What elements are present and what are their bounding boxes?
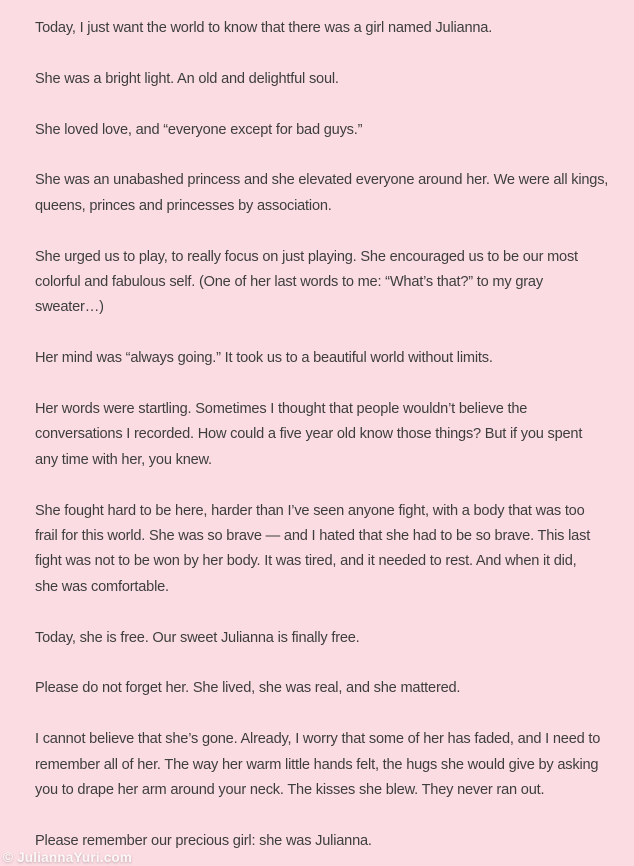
paragraph [35,499,604,601]
text-line: She loved love, and “everyone except for bad guys.” [35,121,363,138]
paragraph [35,676,604,701]
paragraph [35,118,604,143]
text-line: Please do not forget her. She lived, she was real, and she mattered. [35,680,461,697]
text-line: Today, she is free. Our sweet Julianna is finally free. [35,629,360,646]
text-line: remember all of her. The way her warm little hands felt, the hugs she would give by asking [35,756,599,773]
paragraph [35,626,604,651]
text-line: She urged us to play, to really focus on just playing. She encouraged us to be our most [35,248,578,265]
site-watermark: © JuliannaYuri.com [3,850,133,865]
text-line: colorful and fabulous self. (One of her last words to me: “What’s that?” to my gray [35,274,543,290]
paragraph [35,168,609,219]
text-line: Today, I just want the world to know that there was a girl named Julianna. [35,20,493,36]
text-line: I cannot believe that she’s gone. Already, I worry that some of her has faded, and I need to [35,731,601,748]
paragraph [35,727,604,803]
text-line: frail for this world. She was so brave — and I hated that she had to be so brave. This last [35,528,591,545]
paragraph [35,67,604,92]
text-line: Please remember our precious girl: she was Julianna. [35,832,372,849]
paragraph [35,16,604,41]
paragraph [35,397,604,473]
text-line: queens, princes and princesses by association. [35,197,332,214]
text-line: sweater…) [35,299,104,316]
text-line: conversations I recorded. How could a five year old know those things? But if you spent [35,426,583,443]
text-line: any time with her, you knew. [35,451,212,468]
paragraph [35,346,604,371]
text-line: She was a bright light. An old and delightful soul. [35,70,339,87]
text-line: fight was not to be won by her body. It was tired, and it needed to rest. And when it did, [35,553,577,570]
text-line: She fought hard to be here, harder than I’ve seen anyone fight, with a body that was too [35,502,585,519]
text-line: Her mind was “always going.” It took us to a beautiful world without limits. [35,350,493,367]
text-line: She was an unabashed princess and she elevated everyone around her. We were all kings, [35,172,609,189]
text-line: Her words were startling. Sometimes I thought that people wouldn’t believe the [35,401,528,417]
paragraph [35,245,604,321]
text-line: she was comfortable. [35,578,169,595]
text-line: you to drape her arm around your neck. The kisses she blew. They never ran out. [35,782,545,799]
